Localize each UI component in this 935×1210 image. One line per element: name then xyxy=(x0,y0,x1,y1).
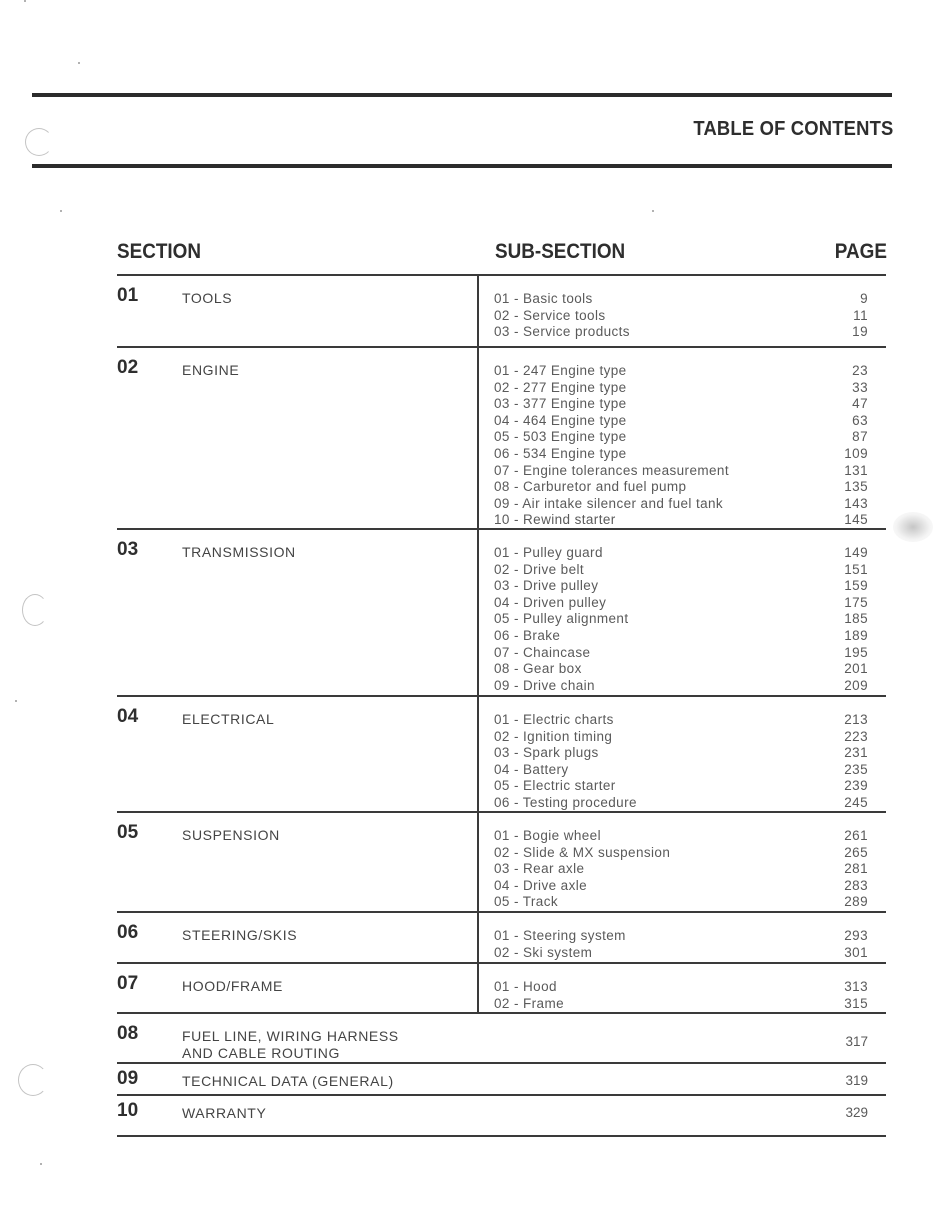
page-number: 313 xyxy=(844,979,868,994)
subsection-item[interactable] xyxy=(494,479,868,496)
subsection-item[interactable] xyxy=(494,463,868,480)
subsection-item[interactable] xyxy=(494,324,868,341)
section-name: TRANSMISSION xyxy=(182,544,296,560)
column-divider xyxy=(477,276,479,348)
column-divider xyxy=(477,530,479,697)
subsection-label: 04 - Drive axle xyxy=(494,877,588,893)
binder-hole-icon xyxy=(18,1064,48,1096)
toc-section-row[interactable] xyxy=(117,1014,886,1064)
page-number: 195 xyxy=(844,644,868,660)
subsection-item[interactable] xyxy=(494,878,868,895)
toc-section-row[interactable] xyxy=(117,913,886,964)
page-number: 239 xyxy=(844,778,868,794)
scan-smudge xyxy=(893,512,933,542)
subsection-item[interactable] xyxy=(494,545,868,562)
subsection-item[interactable] xyxy=(494,611,868,628)
subsection-label: 02 - Ignition timing xyxy=(494,728,613,744)
section-name: STEERING/SKIS xyxy=(182,927,298,943)
section-number: 08 xyxy=(117,1023,139,1044)
subsection-label: 10 - Rewind starter xyxy=(494,512,616,528)
subsection-item[interactable] xyxy=(494,396,868,413)
page-number: 151 xyxy=(844,561,868,577)
section-name: ELECTRICAL xyxy=(182,711,275,727)
subsection-label: 03 - Service products xyxy=(494,324,630,340)
scan-speck xyxy=(78,62,80,64)
column-divider xyxy=(477,913,479,964)
section-number: 09 xyxy=(117,1068,139,1089)
header-rule-top xyxy=(32,93,892,97)
page-number: 131 xyxy=(844,462,868,478)
subsection-label: 03 - Rear axle xyxy=(494,861,585,877)
page-number: 317 xyxy=(845,1034,868,1049)
subsection-item[interactable] xyxy=(494,894,868,911)
page-number: 315 xyxy=(844,995,868,1011)
subsection-label: 06 - Testing procedure xyxy=(494,794,637,810)
subsection-label: 01 - Pulley guard xyxy=(494,545,603,560)
subsection-item[interactable] xyxy=(494,945,868,962)
section-number: 10 xyxy=(117,1100,139,1121)
subsection-item[interactable] xyxy=(494,712,868,729)
subsection-item[interactable] xyxy=(494,512,868,529)
page-number: 19 xyxy=(852,324,868,340)
section-name-line: FUEL LINE, WIRING HARNESS xyxy=(182,1028,399,1044)
subsection-label: 08 - Gear box xyxy=(494,661,582,677)
subsection-item[interactable] xyxy=(494,291,868,308)
toc-section-row[interactable] xyxy=(117,530,886,697)
section-name: HOOD/FRAME xyxy=(182,978,283,994)
column-divider xyxy=(477,348,479,530)
page-number: 235 xyxy=(844,761,868,777)
subsection-item[interactable] xyxy=(494,578,868,595)
subsection-item[interactable] xyxy=(494,429,868,446)
subsection-label: 06 - 534 Engine type xyxy=(494,445,627,461)
subsection-label: 08 - Carburetor and fuel pump xyxy=(494,479,687,495)
subsection-list xyxy=(494,928,868,961)
page-number: 223 xyxy=(844,728,868,744)
scan-speck xyxy=(60,210,62,212)
subsection-label: 02 - Service tools xyxy=(494,307,606,323)
column-divider xyxy=(477,813,479,913)
section-number: 02 xyxy=(117,357,139,378)
subsection-item[interactable] xyxy=(494,996,868,1013)
subsection-label: 03 - Spark plugs xyxy=(494,745,599,761)
subsection-label: 01 - Hood xyxy=(494,979,557,994)
column-divider xyxy=(477,964,479,1014)
subsection-label: 01 - Electric charts xyxy=(494,712,614,727)
page-number: 23 xyxy=(852,363,868,378)
page-number: 329 xyxy=(845,1105,868,1120)
section-number: 05 xyxy=(117,822,139,843)
page-number: 265 xyxy=(844,844,868,860)
subsection-label: 02 - Slide & MX suspension xyxy=(494,844,671,860)
subsection-item[interactable] xyxy=(494,496,868,513)
page-number: 145 xyxy=(844,512,868,528)
subsection-label: 01 - 247 Engine type xyxy=(494,363,627,378)
page-number: 293 xyxy=(844,928,868,943)
page-number: 135 xyxy=(844,479,868,495)
subsection-label: 04 - 464 Engine type xyxy=(494,412,627,428)
subsection-item[interactable] xyxy=(494,446,868,463)
subsection-label: 04 - Battery xyxy=(494,761,569,777)
subsection-label: 01 - Basic tools xyxy=(494,291,593,306)
toc-section-row[interactable] xyxy=(117,1064,886,1096)
page-number: 289 xyxy=(844,894,868,910)
subsection-label: 05 - 503 Engine type xyxy=(494,429,627,445)
subsection-item[interactable] xyxy=(494,979,868,996)
subsection-list xyxy=(494,828,868,911)
page-number: 231 xyxy=(844,745,868,761)
subsection-label: 04 - Driven pulley xyxy=(494,594,607,610)
page-number: 201 xyxy=(844,661,868,677)
page-number: 87 xyxy=(852,429,868,445)
section-name: TOOLS xyxy=(182,290,233,306)
page-number: 9 xyxy=(860,291,868,306)
subsection-item[interactable] xyxy=(494,595,868,612)
page-number: 149 xyxy=(844,545,868,560)
subsection-item[interactable] xyxy=(494,562,868,579)
subsection-item[interactable] xyxy=(494,380,868,397)
subsection-item[interactable] xyxy=(494,308,868,325)
subsection-label: 06 - Brake xyxy=(494,627,561,643)
subsection-label: 03 - Drive pulley xyxy=(494,578,599,594)
subsection-list xyxy=(494,291,868,341)
subsection-label: 01 - Bogie wheel xyxy=(494,828,601,843)
toc-table xyxy=(117,274,886,1137)
subsection-list xyxy=(494,363,868,529)
scan-speck xyxy=(652,210,654,212)
subsection-label: 05 - Pulley alignment xyxy=(494,611,629,627)
scan-speck xyxy=(15,700,17,702)
section-name-line: AND CABLE ROUTING xyxy=(182,1045,340,1061)
page-number: 245 xyxy=(844,794,868,810)
column-header-subsection: SUB-SECTION xyxy=(495,240,626,263)
subsection-item[interactable] xyxy=(494,645,868,662)
subsection-list xyxy=(494,712,868,812)
page-number: 33 xyxy=(852,379,868,395)
subsection-item[interactable] xyxy=(494,745,868,762)
scan-speck xyxy=(24,0,26,2)
page-number: 47 xyxy=(852,396,868,412)
subsection-item[interactable] xyxy=(494,678,868,695)
page-number: 11 xyxy=(853,307,868,323)
subsection-label: 05 - Electric starter xyxy=(494,778,616,794)
subsection-item[interactable] xyxy=(494,795,868,812)
page-number: 213 xyxy=(844,712,868,727)
subsection-item[interactable] xyxy=(494,861,868,878)
binder-hole-icon xyxy=(25,128,53,156)
subsection-label: 02 - Ski system xyxy=(494,944,593,960)
subsection-label: 02 - 277 Engine type xyxy=(494,379,627,395)
section-number: 01 xyxy=(117,285,139,306)
page-number: 281 xyxy=(844,861,868,877)
page-number: 301 xyxy=(844,944,868,960)
toc-section-row[interactable] xyxy=(117,348,886,530)
header-rule-bottom xyxy=(32,164,892,168)
page-number: 283 xyxy=(844,877,868,893)
section-name: TECHNICAL DATA (GENERAL) xyxy=(182,1073,394,1089)
toc-section-row[interactable] xyxy=(117,964,886,1014)
column-header-section: SECTION xyxy=(117,240,202,263)
subsection-item[interactable] xyxy=(494,928,868,945)
page-number: 109 xyxy=(844,445,868,461)
binder-hole-icon xyxy=(22,594,48,626)
subsection-list xyxy=(494,979,868,1012)
page-number: 319 xyxy=(845,1073,868,1088)
page-number: 185 xyxy=(844,611,868,627)
page-number: 209 xyxy=(844,677,868,693)
subsection-label: 09 - Drive chain xyxy=(494,677,595,693)
page-number: 159 xyxy=(844,578,868,594)
section-name: SUSPENSION xyxy=(182,827,280,843)
subsection-label: 02 - Drive belt xyxy=(494,561,585,577)
section-number: 04 xyxy=(117,706,139,727)
toc-section-row[interactable] xyxy=(117,276,886,348)
page-number: 143 xyxy=(844,495,868,511)
page-number: 63 xyxy=(852,412,868,428)
column-header-page: PAGE xyxy=(834,240,887,263)
page-title: TABLE OF CONTENTS xyxy=(692,118,893,140)
subsection-item[interactable] xyxy=(494,762,868,779)
subsection-label: 03 - 377 Engine type xyxy=(494,396,627,412)
section-number: 07 xyxy=(117,973,139,994)
subsection-item[interactable] xyxy=(494,363,868,380)
toc-section-row[interactable] xyxy=(117,1096,886,1137)
page-number: 175 xyxy=(844,594,868,610)
page-number: 189 xyxy=(844,627,868,643)
subsection-item[interactable] xyxy=(494,729,868,746)
column-divider xyxy=(477,697,479,813)
page-number: 261 xyxy=(844,828,868,843)
subsection-label: 01 - Steering system xyxy=(494,928,626,943)
subsection-label: 09 - Air intake silencer and fuel tank xyxy=(494,495,724,511)
section-number: 06 xyxy=(117,922,139,943)
toc-section-row[interactable] xyxy=(117,697,886,813)
subsection-item[interactable] xyxy=(494,661,868,678)
scan-speck xyxy=(40,1163,42,1165)
section-name: ENGINE xyxy=(182,362,240,378)
subsection-label: 05 - Track xyxy=(494,894,559,910)
subsection-item[interactable] xyxy=(494,628,868,645)
section-name: WARRANTY xyxy=(182,1105,267,1121)
subsection-label: 02 - Frame xyxy=(494,995,565,1011)
subsection-label: 07 - Chaincase xyxy=(494,644,591,660)
subsection-item[interactable] xyxy=(494,778,868,795)
subsection-item[interactable] xyxy=(494,845,868,862)
subsection-list xyxy=(494,545,868,694)
toc-section-row[interactable] xyxy=(117,813,886,913)
subsection-item[interactable] xyxy=(494,413,868,430)
section-name xyxy=(182,1028,399,1062)
section-number: 03 xyxy=(117,539,139,560)
subsection-label: 07 - Engine tolerances measurement xyxy=(494,462,729,478)
subsection-item[interactable] xyxy=(494,828,868,845)
